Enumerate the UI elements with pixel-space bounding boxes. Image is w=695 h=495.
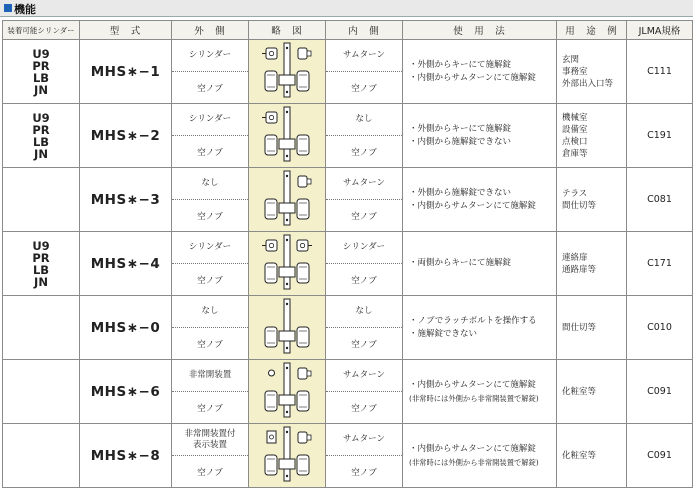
- device-code: PR: [32, 122, 50, 137]
- model-cell: MHS∗−8: [80, 424, 172, 488]
- inside-cell-lower: 空ノブ: [351, 467, 377, 478]
- outside-cell: [172, 296, 249, 360]
- example-item: 化粧室等: [562, 450, 597, 461]
- function-table: [2, 20, 693, 488]
- usage-note: (非常時には外側から非常開装置で解錠): [409, 457, 539, 467]
- outside-cell-lower: 空ノブ: [197, 467, 223, 478]
- usage-line: ・外側からキーにて施解錠: [409, 59, 512, 70]
- model-cell: MHS∗−0: [80, 296, 172, 360]
- inside-cell-lower: 空ノブ: [351, 83, 377, 94]
- device-cell: [3, 424, 80, 488]
- usage-line: ・内側からサムターンにて施解錠: [409, 72, 536, 83]
- outside-cell-upper: 非常開装置: [172, 360, 248, 392]
- lock-diagram: [249, 232, 326, 296]
- outside-cell: [172, 424, 249, 488]
- device-code: JN: [34, 82, 48, 97]
- device-code: U9: [32, 46, 50, 61]
- device-code: PR: [32, 58, 50, 73]
- example-item: 設備室: [562, 124, 588, 135]
- inside-cell-lower: 空ノブ: [351, 275, 377, 286]
- header-devices: 装着可能シリンダー: [3, 21, 80, 40]
- example-item: 化粧室等: [562, 386, 597, 397]
- usage-note: (非常時には外側から非常開装置で解錠): [409, 393, 539, 403]
- inside-cell-upper: シリンダー: [326, 232, 402, 264]
- inside-cell-lower: 空ノブ: [351, 147, 377, 158]
- example-item: 連絡扉: [562, 252, 588, 263]
- section-title-bar: [0, 0, 693, 17]
- jlma-cell: C171: [627, 232, 693, 296]
- table-header-row: [3, 21, 693, 40]
- lock-diagram: [249, 360, 326, 424]
- outside-cell-upper: シリンダー: [172, 104, 248, 136]
- header-inside: 内 側: [326, 21, 403, 40]
- device-cell: [3, 360, 80, 424]
- inside-cell-lower: 空ノブ: [351, 211, 377, 222]
- jlma-cell: C191: [627, 104, 693, 168]
- example-item: 事務室: [562, 66, 588, 77]
- outside-cell-lower: 空ノブ: [197, 275, 223, 286]
- inside-cell: [326, 360, 403, 424]
- examples-cell: [557, 40, 627, 104]
- device-code: U9: [32, 238, 50, 253]
- outside-cell-upper: なし: [172, 296, 248, 328]
- inside-cell: [326, 296, 403, 360]
- table-row: [3, 40, 693, 104]
- device-code: LB: [32, 134, 50, 149]
- usage-cell: [403, 232, 557, 296]
- example-item: 通路扉等: [562, 264, 597, 275]
- device-cell: [3, 232, 80, 296]
- jlma-cell: C081: [627, 168, 693, 232]
- device-code: JN: [34, 146, 48, 161]
- example-item: 間仕切等: [562, 322, 597, 333]
- examples-cell: [557, 360, 627, 424]
- table-row: [3, 360, 693, 424]
- usage-cell: [403, 40, 557, 104]
- example-item: 機械室: [562, 112, 588, 123]
- lock-diagram: [249, 40, 326, 104]
- jlma-cell: C091: [627, 424, 693, 488]
- inside-cell: [326, 424, 403, 488]
- inside-cell-upper: なし: [326, 104, 402, 136]
- examples-cell: [557, 232, 627, 296]
- usage-line: ・外側からキーにて施解錠: [409, 123, 512, 134]
- outside-cell-upper: なし: [172, 168, 248, 200]
- section-marker-icon: [4, 4, 12, 12]
- inside-cell-lower: 空ノブ: [351, 339, 377, 350]
- example-item: 間仕切等: [562, 200, 597, 211]
- inside-cell: [326, 104, 403, 168]
- device-cell: [3, 296, 80, 360]
- outside-cell: [172, 168, 249, 232]
- outside-cell: [172, 232, 249, 296]
- jlma-cell: C010: [627, 296, 693, 360]
- usage-line: ・施解錠できない: [409, 328, 478, 339]
- section-title: 機能: [14, 3, 36, 16]
- usage-line: ・ノブでラッチボルトを操作する: [409, 315, 537, 326]
- outside-cell-upper: シリンダー: [172, 40, 248, 72]
- inside-cell-upper: サムターン: [326, 168, 402, 200]
- inside-cell-upper: サムターン: [326, 40, 402, 72]
- example-item: 外部出入口等: [562, 78, 614, 89]
- lock-diagram: [249, 168, 326, 232]
- model-cell: MHS∗−3: [80, 168, 172, 232]
- header-usage: 使 用 法: [403, 21, 557, 40]
- outside-cell-upper: シリンダー: [172, 232, 248, 264]
- usage-cell: [403, 168, 557, 232]
- inside-cell-upper: なし: [326, 296, 402, 328]
- outside-cell-lower: 空ノブ: [197, 403, 223, 414]
- table-row: [3, 104, 693, 168]
- examples-cell: [557, 168, 627, 232]
- device-code: U9: [32, 110, 50, 125]
- example-item: 点検口: [562, 136, 588, 147]
- outside-cell-upper: 非常開装置付 表示装置: [172, 424, 248, 456]
- lock-diagram: [249, 424, 326, 488]
- examples-cell: [557, 424, 627, 488]
- outside-cell-lower: 空ノブ: [197, 211, 223, 222]
- outside-cell: [172, 360, 249, 424]
- device-code: LB: [32, 70, 50, 85]
- usage-line: ・内側からサムターンにて施解錠: [409, 200, 536, 211]
- model-cell: MHS∗−6: [80, 360, 172, 424]
- header-diagram: 略 図: [249, 21, 326, 40]
- example-item: テラス: [562, 188, 588, 199]
- inside-cell: [326, 168, 403, 232]
- device-code: PR: [32, 250, 50, 265]
- usage-cell: [403, 104, 557, 168]
- device-cell: [3, 168, 80, 232]
- usage-cell: [403, 424, 557, 488]
- table-row: [3, 424, 693, 488]
- header-examples: 用 途 例: [557, 21, 627, 40]
- inside-cell-upper: サムターン: [326, 360, 402, 392]
- device-cell: [3, 40, 80, 104]
- outside-cell: [172, 104, 249, 168]
- usage-line: ・内側から施解錠できない: [409, 136, 512, 147]
- usage-line: ・内側からサムターンにて施解錠: [409, 379, 536, 390]
- lock-diagram: [249, 296, 326, 360]
- usage-line: ・外側から施解錠できない: [409, 187, 512, 198]
- model-cell: MHS∗−4: [80, 232, 172, 296]
- usage-cell: [403, 360, 557, 424]
- example-item: 倉庫等: [562, 148, 588, 159]
- jlma-cell: C111: [627, 40, 693, 104]
- model-cell: MHS∗−2: [80, 104, 172, 168]
- device-cell: [3, 104, 80, 168]
- usage-line: ・内側からサムターンにて施解錠: [409, 443, 536, 454]
- inside-cell-lower: 空ノブ: [351, 403, 377, 414]
- outside-cell: [172, 40, 249, 104]
- header-model: 型 式: [80, 21, 172, 40]
- header-outside: 外 側: [172, 21, 249, 40]
- usage-cell: [403, 296, 557, 360]
- header-jlma: JLMA規格: [627, 21, 693, 40]
- example-item: 玄関: [562, 54, 580, 65]
- device-code: JN: [34, 274, 48, 289]
- examples-cell: [557, 104, 627, 168]
- lock-diagram: [249, 104, 326, 168]
- inside-cell-upper: サムターン: [326, 424, 402, 456]
- table-row: [3, 296, 693, 360]
- usage-line: ・両側からキーにて施解錠: [409, 258, 512, 268]
- inside-cell: [326, 40, 403, 104]
- model-cell: MHS∗−1: [80, 40, 172, 104]
- outside-cell-lower: 空ノブ: [197, 147, 223, 158]
- device-code: LB: [32, 262, 50, 277]
- jlma-cell: C091: [627, 360, 693, 424]
- table-row: [3, 232, 693, 296]
- outside-cell-lower: 空ノブ: [197, 339, 223, 350]
- examples-cell: [557, 296, 627, 360]
- outside-cell-lower: 空ノブ: [197, 83, 223, 94]
- inside-cell: [326, 232, 403, 296]
- table-row: [3, 168, 693, 232]
